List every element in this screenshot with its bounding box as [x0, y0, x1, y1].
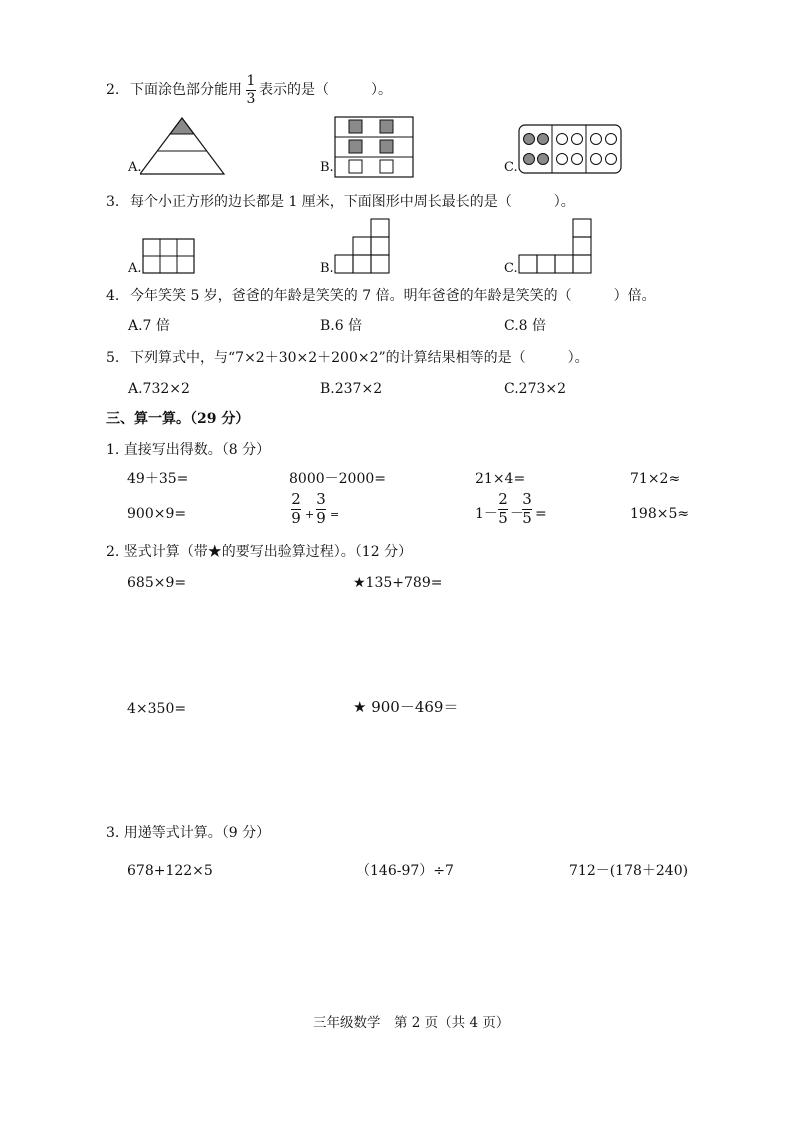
q4-option-a: A.7 倍	[128, 318, 170, 334]
q3-option-c-label: C.	[504, 261, 518, 276]
p1-row2-c-lead: 1－	[475, 506, 498, 522]
q2-option-b-label: B.	[320, 160, 334, 175]
q3-option-a-grid-figure	[142, 238, 196, 274]
q2-option-b-squares-figure	[334, 116, 414, 178]
q2-fraction-denominator: 3	[246, 91, 256, 107]
q2-stem-before: 下面涂色部分能用	[130, 82, 242, 98]
q3-option-c-lshape-figure	[518, 218, 594, 274]
q3-option-a-label: A.	[128, 261, 142, 276]
page-footer: 三年级数学 第 2 页（共 4 页）	[313, 1015, 510, 1031]
p1-row1-item3: 21×4=	[475, 471, 526, 487]
p1-row2-equals-c: =	[535, 506, 547, 522]
q3-option-b-label: B.	[320, 261, 334, 276]
p1-fraction-d-numerator: 3	[522, 490, 532, 508]
q2-option-c-circles-figure	[518, 124, 622, 174]
p3-item2: （146-97）÷7	[356, 863, 454, 879]
p2-title: 2. 竖式计算（带★的要写出验算过程）。（12 分）	[106, 544, 413, 560]
p2-item1: 685×9=	[127, 575, 187, 591]
p1-row1-item4: 71×2≈	[630, 471, 681, 487]
q2-option-a-label: A.	[128, 160, 142, 175]
q2-number: 2.	[106, 82, 120, 98]
q5-option-a: A.732×2	[128, 381, 190, 397]
p1-row2-item1: 900×9=	[127, 506, 187, 522]
p2-item4: ★ 900－469＝	[353, 698, 459, 716]
p1-fraction-b-denominator: 9	[316, 509, 326, 527]
q4-option-b: B.6 倍	[320, 318, 363, 334]
p1-fraction-b-numerator: 3	[316, 490, 326, 508]
p1-row2-minus: －	[510, 506, 524, 522]
p2-item2: ★135+789=	[353, 575, 443, 591]
q5-number: 5.	[106, 350, 120, 366]
p1-fraction-c	[498, 492, 508, 526]
q4-number: 4.	[106, 288, 120, 304]
q4-stem: 今年笑笑 5 岁，爸爸的年龄是笑笑的 7 倍。明年爸爸的年龄是笑笑的（ ）倍。	[130, 288, 656, 304]
q2-fraction	[246, 74, 256, 106]
section3-heading: 三、算一算。（29 分）	[106, 411, 250, 427]
q2-fraction-numerator: 1	[246, 73, 256, 89]
p1-fraction-a-numerator: 2	[291, 490, 301, 508]
p1-fraction-d-denominator: 5	[522, 509, 532, 527]
p2-item3: 4×350=	[127, 701, 187, 717]
p3-item3: 712－(178＋240)	[569, 863, 689, 879]
p1-row2-item4: 198×5≈	[630, 506, 690, 522]
p3-title: 3. 用递等式计算。（9 分）	[106, 825, 271, 841]
p1-fraction-a-denominator: 9	[291, 509, 301, 527]
p1-row1-item1: 49＋35=	[127, 471, 189, 487]
p1-fraction-b	[316, 492, 326, 526]
q2-option-a-triangle-figure	[140, 116, 230, 178]
q2-stem-after: 表示的是（ ）。	[259, 82, 392, 98]
p1-fraction-d	[522, 492, 532, 526]
p1-row1-item2: 8000－2000=	[289, 471, 386, 487]
p1-fraction-c-denominator: 5	[498, 509, 508, 527]
p1-row2-plus: +	[305, 508, 315, 521]
q5-option-c: C.273×2	[504, 381, 567, 397]
p1-fraction-c-numerator: 2	[498, 490, 508, 508]
q2-option-c-label: C.	[504, 160, 518, 175]
p1-title: 1. 直接写出得数。（8 分）	[106, 442, 271, 458]
p1-fraction-a	[291, 492, 301, 526]
q5-option-b: B.237×2	[320, 381, 383, 397]
q3-number: 3.	[106, 194, 120, 210]
q3-option-b-stair-figure	[334, 218, 392, 274]
q4-option-c: C.8 倍	[504, 318, 547, 334]
q5-stem: 下列算式中，与“7×2＋30×2＋200×2”的计算结果相等的是（ ）。	[130, 350, 589, 366]
q3-stem: 每个小正方形的边长都是 1 厘米，下面图形中周长最长的是（ ）。	[130, 194, 575, 210]
p1-row2-equals-b: =	[330, 508, 340, 521]
p3-item1: 678+122×5	[127, 863, 213, 879]
